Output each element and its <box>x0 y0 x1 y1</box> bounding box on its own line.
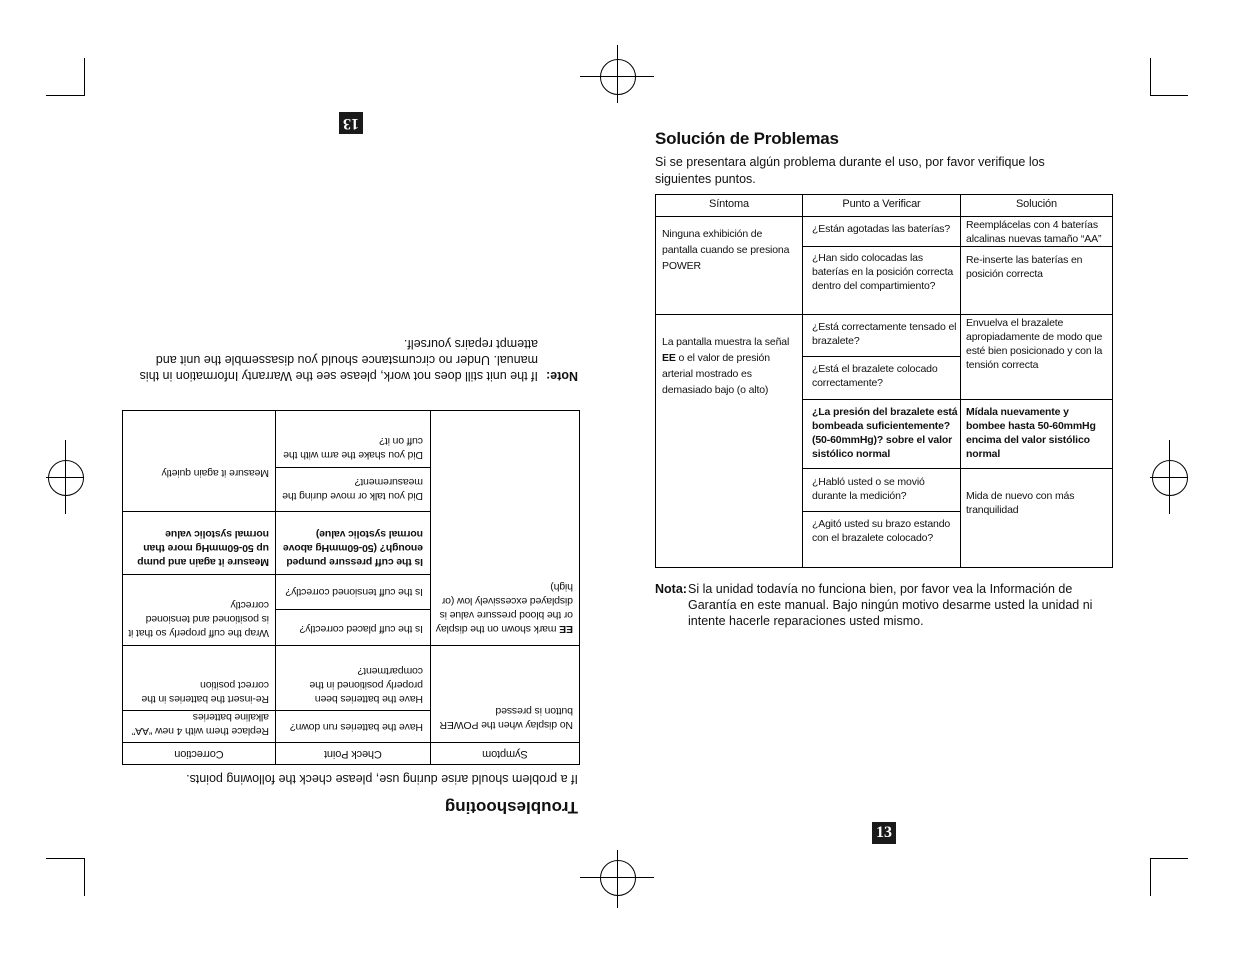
solution: Mídala nuevamente y bombee hasta 50-60mmHg encima del valor sistólico normal <box>966 406 1096 460</box>
note <box>118 337 578 384</box>
symptom-no-display: No display when the POWER button is pressed <box>439 705 573 731</box>
ee-mark: EE <box>559 623 573 635</box>
intro-text: Si se presentara algún problema durante el uso, por favor verifique los siguientes puntos. <box>655 155 1045 186</box>
header-symptom: Síntoma <box>709 198 749 210</box>
header-check-point: Punto a Verificar <box>842 198 921 210</box>
header-correction: Correction <box>174 748 224 760</box>
check-point: ¿Agitó usted su brazo estando con el brazalete colocado? <box>812 518 951 544</box>
header-check-point: Check Point <box>324 748 382 760</box>
check-point: ¿La presión del brazalete está bombeada suficientemente? (50-60mmHg)? sobre el valor sistólico normal <box>812 406 958 460</box>
correction: Measure it again and pump up 50-60mmHg more than normal systolic value <box>137 528 269 568</box>
correction: Replace them with 4 new “AA” alkaline batteries <box>131 711 269 737</box>
header-symptom: Symptom <box>482 748 528 760</box>
symptom-ee <box>433 580 573 636</box>
note-text: If the unit still does not work, please see the Warranty Information in this manual. Under no circumstance should you disassemble the unit and attempt repairs yourself. <box>139 337 538 383</box>
note-label: Note: <box>546 369 578 383</box>
check-point: Have the batteries run down? <box>290 721 423 733</box>
correction: Re-insert the batteries in the correct position <box>141 679 269 705</box>
page-title: Troubleshooting <box>444 798 578 817</box>
check-point: Is the cuff pressure pumped enough? (50-60mmHg above normal systolic value) <box>283 528 423 568</box>
page-number: 13 <box>339 112 363 134</box>
check-point: ¿Habló usted o se movió durante la medición? <box>812 476 925 502</box>
check-point: Did you shake the arm with the cuff on it? <box>283 435 423 461</box>
page-number: 13 <box>872 822 896 844</box>
check-point: ¿Están agotadas las baterías? <box>812 223 951 235</box>
check-point: ¿Está el brazalete colocado correctamente? <box>812 363 938 389</box>
solution: Reemplácelas con 4 baterías alcalinas nuevas tamaño “AA” <box>966 219 1102 245</box>
check-point: Is the cuff tensioned correctly? <box>285 586 423 598</box>
symptom-no-display: Ninguna exhibición de pantalla cuando se presiona POWER <box>662 228 790 272</box>
note-label: Nota: <box>655 582 687 596</box>
header-solution: Solución <box>1016 198 1057 210</box>
correction: Measure it again quietly <box>161 467 269 479</box>
check-point: Have the batteries been properly positioned in the compartment? <box>309 665 423 705</box>
check-point: Did you talk or move during the measurement? <box>282 476 423 502</box>
page-title: Solución de Problemas <box>655 129 839 148</box>
solution: Re-inserte las baterías en posición correcta <box>966 254 1083 280</box>
check-point: ¿Han sido colocadas las baterías en la posición correcta dentro del compartimiento? <box>812 252 954 292</box>
intro-text: If a problem should arise during use, please check the following points. <box>186 772 578 786</box>
check-point: ¿Está correctamente tensado el brazalete? <box>812 321 957 347</box>
note-text: Si la unidad todavía no funciona bien, por favor vea la Información de Garantía en este manual. Bajo ningún motivo desarme usted la unidad ni intente hacerle reparaciones usted mismo. <box>688 582 1093 628</box>
check-point: Is the cuff placed correctly? <box>299 623 423 635</box>
symptom-ee-prefix: La pantalla muestra la señal <box>662 336 790 348</box>
solution: Envuelva el brazalete apropiadamente de modo que esté bien posicionado y con la tensión correcta <box>966 317 1103 371</box>
solution: Mida de nuevo con más tranquilidad <box>966 490 1075 516</box>
symptom-ee-suffix: o el valor de presión arterial mostrado es demasiado bajo (o alto) <box>662 352 770 396</box>
correction: Wrap the cuff properly so that it is positioned and tensioned correctly <box>128 599 269 639</box>
ee-mark: EE <box>662 352 676 364</box>
symptom-ee-suffix: mark shown on the display or the blood pressure value is displayed excessively low (or high) <box>435 581 573 635</box>
